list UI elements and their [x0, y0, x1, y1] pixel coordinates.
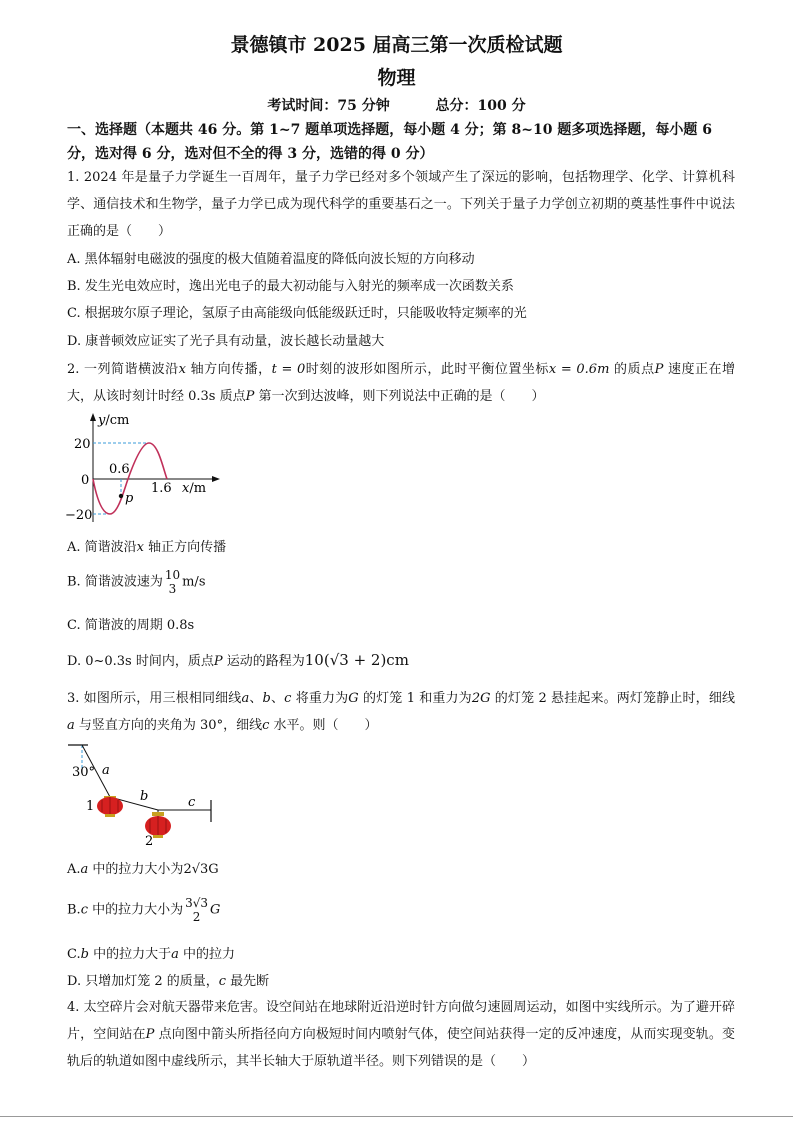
subject-title: 物理: [377, 67, 416, 89]
q3-option-d: D. 只增加灯笼 2 的质量，c 最先断: [67, 974, 270, 989]
q3-option-b: B.c 中的拉力大小为 3√3 2 G: [67, 896, 221, 924]
exam-time: 考试时间：75 分钟: [267, 98, 390, 114]
lantern-1-label: 1: [86, 799, 95, 814]
question-2-stem: 2. 一列简谐横波沿x 轴方向传播，t = 0时刻的波形如图所示，此时平衡位置坐标x = 0.6m 的质点P 速度正在增大，从该时刻计时经 0.3s 质点P 第一次到达波峰，则下列说法中正确的是（ ）: [67, 362, 735, 404]
point-p: [119, 494, 123, 498]
total-score: 总分：100 分: [435, 98, 526, 114]
angle-label: 30°: [72, 765, 96, 780]
label-b: b: [140, 789, 149, 804]
label-a: a: [102, 763, 110, 778]
q1-option-a: A. 黑体辐射电磁波的强度的极大值随着温度的降低向波长短的方向移动: [67, 252, 475, 267]
wave-figure: [62, 410, 222, 530]
tick-y-neg: −20: [65, 508, 93, 523]
page-bottom-rule: [0, 1116, 793, 1117]
point-p-label: p: [125, 491, 134, 506]
q2-option-b: B. 简谐波波速为 10 3 m/s: [67, 568, 206, 596]
q1-option-b: B. 发生光电效应时，逸出光电子的最大初动能与入射光的频率成一次函数关系: [67, 279, 514, 294]
q2-option-c: C. 简谐波的周期 0.8s: [67, 618, 195, 633]
question-4-stem: 4. 太空碎片会对航天器带来危害。设空间站在地球附近沿逆时针方向做匀速圆周运动，如图中实线所示。为了避开碎片，空间站在P 点向图中箭头所指径向方向极短时间内喷射气体，使空间站获得一定的反冲速度，从而实现变轨。变轨后的轨道如图中虚线所示，其半长轴大于原轨道半径。则下列错误的是（ ）: [67, 1000, 735, 1069]
q2-option-d: D. 0~0.3s 时间内，质点P 运动的路程为10(√3 + 2)cm: [67, 651, 409, 669]
q1-option-c: C. 根据玻尔原子理论，氢原子由高能级向低能级跃迁时，只能吸收特定频率的光: [67, 306, 527, 321]
label-c: c: [188, 795, 196, 810]
tick-x-16: 1.6: [151, 481, 172, 496]
question-3-stem: 3. 如图所示，用三根相同细线a、b、c 将重力为G 的灯笼 1 和重力为2G 的灯笼 2 悬挂起来。两灯笼静止时，细线a 与竖直方向的夹角为 30°，细线c 水平。则（ ）: [67, 691, 735, 733]
q2-option-a: A. 简谐波沿x 轴正方向传播: [67, 540, 227, 555]
exam-title: 景德镇市 2025 届高三第一次质检试题: [230, 34, 563, 56]
q1-option-d: D. 康普顿效应证实了光子具有动量，波长越长动量越大: [67, 334, 385, 349]
question-1-stem: 1. 2024 年是量子力学诞生一百周年，量子力学已经对多个领域产生了深远的影响，包括物理学、化学、计算机科学、通信技术和生物学，量子力学已成为现代科学的重要基石之一。下列关于量子力学创立初期的奠基性事件中说法正确的是（ ）: [67, 170, 735, 239]
tick-x-06: 0.6: [109, 462, 130, 477]
lantern-2-cap: [152, 812, 164, 816]
tick-y-pos: 20: [74, 437, 91, 452]
x-axis-label: x/m: [182, 481, 207, 496]
q3-option-c: C.b 中的拉力大于a 中的拉力: [67, 947, 235, 962]
lantern-2-label: 2: [145, 834, 154, 849]
q3-option-a: A.a 中的拉力大小为2√3G: [67, 862, 219, 877]
exam-info: [0, 95, 793, 115]
tick-y-zero: 0: [81, 473, 90, 488]
section-heading: 一、选择题（本题共 46 分。第 1~7 题单项选择题，每小题 4 分；第 8~10 题多项选择题，每小题 6 分，选对得 6 分，选对但不全的得 3 分，选错的得 0 分）: [67, 122, 712, 162]
lantern-figure: [62, 740, 222, 850]
y-axis-arrow: [90, 413, 96, 421]
x-axis-arrow: [212, 476, 220, 482]
y-axis-label: y/cm: [98, 413, 130, 428]
